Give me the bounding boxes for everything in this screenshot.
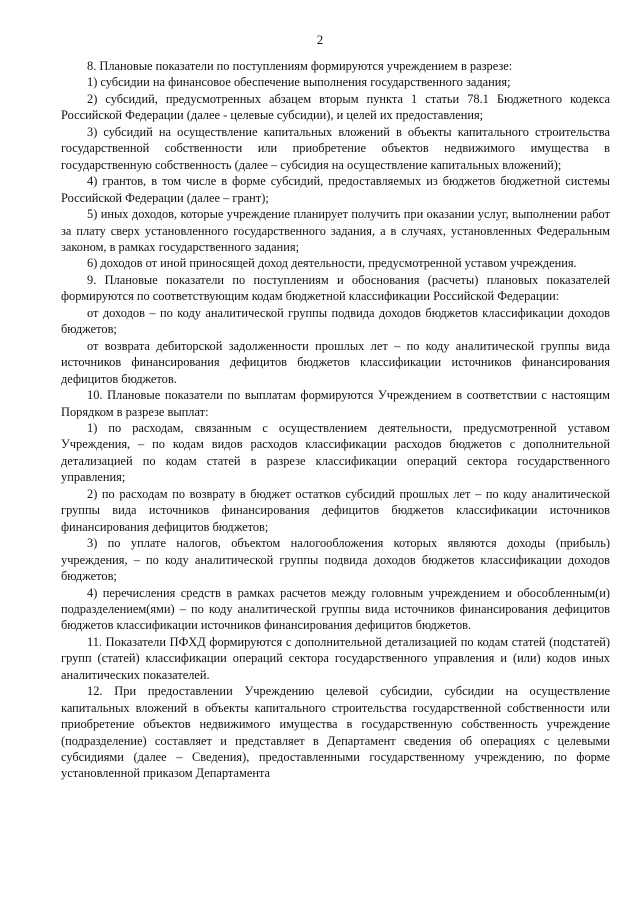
paragraph-8-item-6: 6) доходов от иной приносящей доход деятельности, предусмотренной уставом учреждения. [87,256,577,271]
paragraph-8-item-5: 5) иных доходов, которые учреждение планирует получить при оказании услуг, выполнении работ за плату сверх установленного государственного задания, а в случаях, установленных Федеральным законом, в рамках государственного задания; [61,207,610,254]
paragraph-8-item-3: 3) субсидий на осуществление капитальных вложений в объекты капитального строительства государственной собственности или приобретение объектов недвижимого имущества в государственную собственность (далее – субсидия на осуществление капитальных вложений); [61,124,610,172]
paragraph-12: 12. При предоставлении Учреждению целевой субсидии, субсидии на осуществление капитальных вложений в объекты капитального строительства государственной собственности или приобретение объектов недвижимого имущества в государственную собственность учреждение (подразделение) составляет и представляет в Департамент сведения об операциях с целевыми субсидиями (далее – Сведения), предоставленными государственному учреждению, по форме установленной приказом Департамента [61,684,610,781]
paragraph-8-item-4: 4) грантов, в том числе в форме субсидий, предоставляемых из бюджетов бюджетной системы Российской Федерации (далее – грант); [61,174,610,205]
page-number: 2 [316,32,324,47]
paragraph-10-item-2: 2) по расходам по возврату в бюджет остатков субсидий прошлых лет – по коду аналитической группы вида источников финансирования дефицитов бюджетов классификации источников финансирования дефицитов бюджетов; [61,486,610,534]
paragraph-9-item-receivables: от возврата дебиторской задолженности прошлых лет – по коду аналитической группы вида источников финансирования дефицитов бюджетов классификации источников финансирования дефицитов бюджетов. [61,338,610,386]
paragraph-10-intro: 10. Плановые показатели по выплатам формируются Учреждением в соответствии с настоящим Порядком в разрезе выплат: [61,388,610,419]
paragraph-8-item-1: 1) субсидии на финансовое обеспечение выполнения государственного задания; [87,75,511,90]
paragraph-10-item-3: 3) по уплате налогов, объектом налогообложения которых являются доходы (прибыль) учреждения, – по коду аналитической группы подвида доходов бюджетов классификации доходов бюджетов; [61,536,610,584]
paragraph-11: 11. Показатели ПФХД формируются с дополнительной детализацией по кодам статей (подстатей) групп (статей) классификации операций сектора государственного управления и (или) кодов иных аналитических показателей. [61,634,610,682]
paragraph-9-intro: 9. Плановые показатели по поступлениям и обоснования (расчеты) плановых показателей формируются по соответствующим кодам бюджетной классификации Российской Федерации: [61,272,610,304]
paragraph-8-intro: 8. Плановые показатели по поступлениям формируются учреждением в разрезе: [87,59,513,73]
document-body [61,58,610,782]
paragraph-10-item-1: 1) по расходам, связанным с осуществлением деятельности, предусмотренной уставом Учреждения, – по кодам видов расходов классификации расходов бюджетов с дополнительной детализацией по кодам статей в разрезе классификации операций сектора государственного управления; [61,420,610,485]
paragraph-10-item-4: 4) перечисления средств в рамках расчетов между головным учреждением и обособленным(и) подразделением(ями) – по коду аналитической группы вида источников финансирования дефицитов бюджетов классификации источников финансирования дефицитов бюджетов. [61,585,610,633]
paragraph-9-item-income: от доходов – по коду аналитической группы подвида доходов бюджетов классификации доходов бюджетов; [61,305,610,337]
paragraph-8-item-2: 2) субсидий, предусмотренных абзацем вторым пункта 1 статьи 78.1 Бюджетного кодекса Российской Федерации (далее - целевые субсидии), и целей их предоставления; [61,91,610,123]
